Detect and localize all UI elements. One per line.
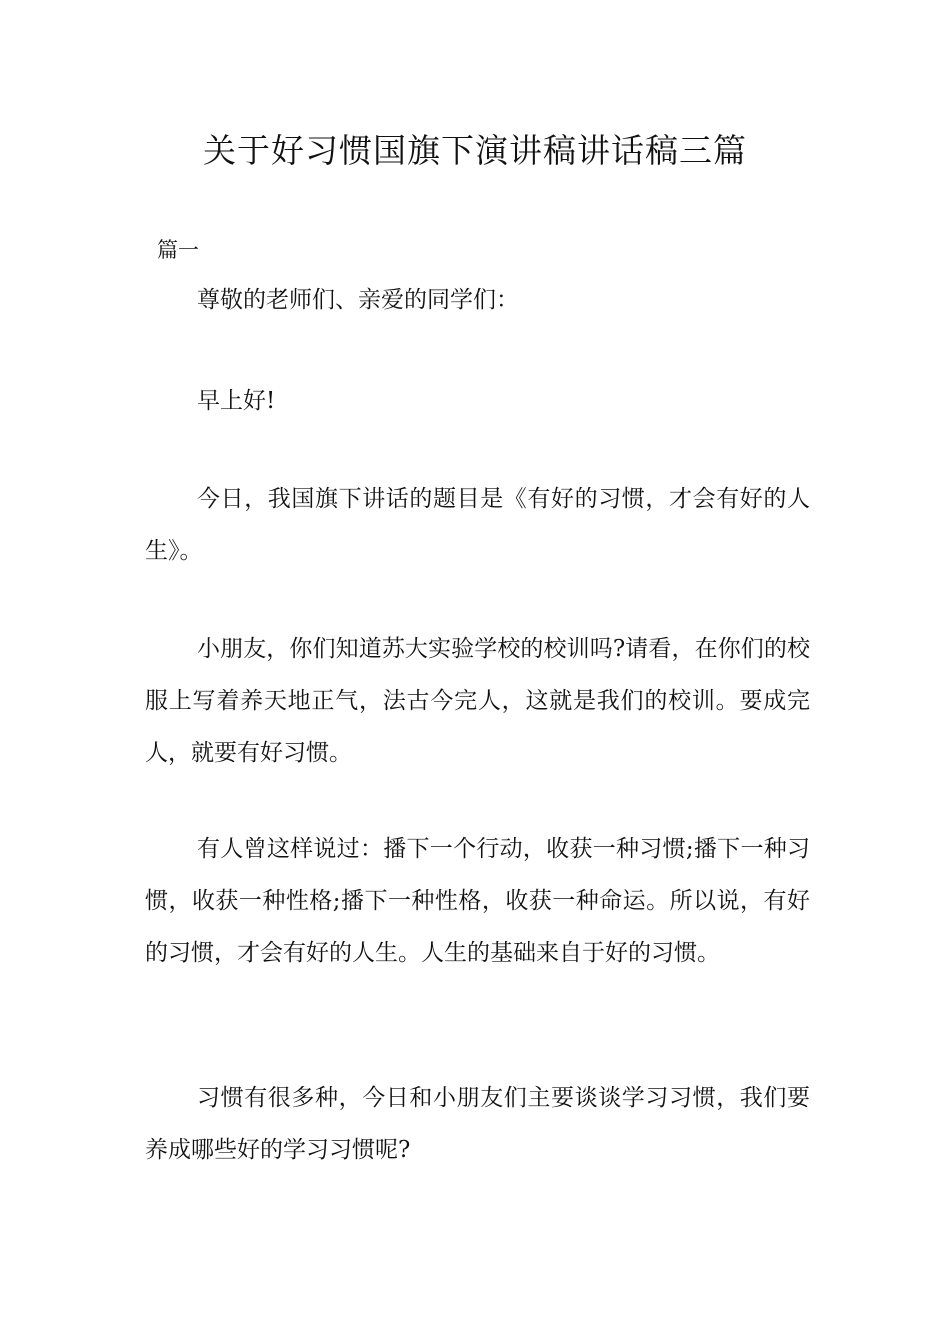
body-paragraph: 小朋友，你们知道苏大实验学校的校训吗?请看，在你们的校服上写着养天地正气，法古今完人，这就是我们的校训。要成完人，就要有好习惯。	[145, 636, 810, 766]
greeting-paragraph: 尊敬的老师们、亲爱的同学们：	[197, 287, 519, 313]
body-paragraph: 今日，我国旗下讲话的题目是《有好的习惯，才会有好的人生》。	[145, 486, 810, 564]
section-label: 篇一	[157, 238, 199, 262]
body-paragraph: 习惯有很多种，今日和小朋友们主要谈谈学习习惯，我们要养成哪些好的学习习惯呢?	[145, 1085, 810, 1163]
morning-greeting-paragraph: 早上好!	[197, 388, 276, 414]
body-paragraph: 有人曾这样说过：播下一个行动，收获一种习惯;播下一种习惯，收获一种性格;播下一种性格，收获一种命运。所以说，有好的习惯，才会有好的人生。人生的基础来自于好的习惯。	[145, 836, 810, 966]
document-title: 关于好习惯国旗下演讲稿讲话稿三篇	[203, 131, 747, 170]
